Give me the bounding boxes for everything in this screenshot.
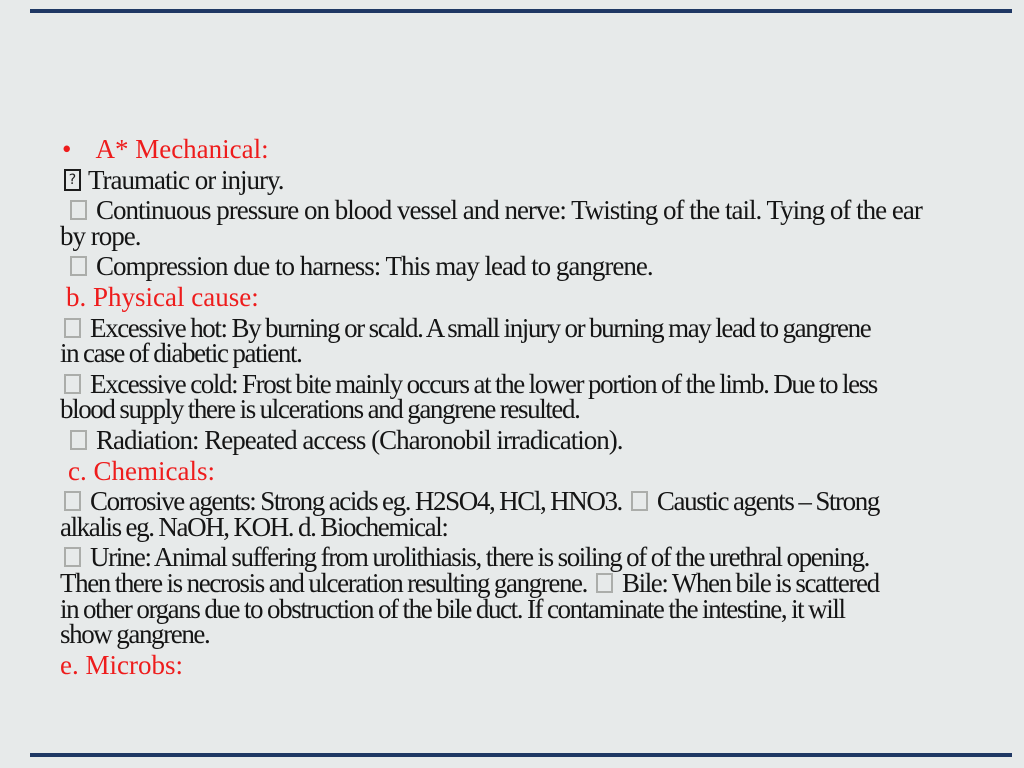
text-line: [60, 619, 964, 650]
text-segment: e. Microbs:: [60, 649, 183, 680]
text-segment: Radiation: Repeated access (Charonobil irradication).: [96, 424, 623, 455]
top-border-line: [30, 9, 1012, 13]
text-line: [60, 251, 964, 282]
square-bullet-icon: [64, 547, 81, 567]
paragraph-traumatic: [60, 164, 964, 195]
square-bullet-icon: [64, 318, 81, 338]
text-line: [60, 511, 964, 542]
text-line: [60, 394, 964, 425]
square-bullet-icon: [64, 491, 81, 511]
notdef-icon: [64, 169, 81, 191]
text-segment: Corrosive agents: Strong acids eg. H2SO4, HCl, HNO3.: [90, 486, 622, 517]
bullet-icon: •: [62, 134, 72, 164]
question-mark-glyph: ?: [68, 171, 77, 188]
text-segment: show gangrene.: [60, 619, 210, 650]
paragraph-heading-b-physical: [60, 281, 964, 312]
text-line: [60, 455, 964, 486]
paragraph-radiation: [60, 424, 964, 455]
text-segment: Excessive hot: By burning or scald. A small injury or burning may lead to gangrene: [90, 312, 871, 343]
text-segment: alkalis eg. NaOH, KOH. d. Biochemical:: [60, 511, 448, 542]
text-line: [60, 281, 964, 312]
square-bullet-icon: [70, 430, 87, 450]
square-bullet-icon: [64, 374, 81, 394]
text-segment: Traumatic or injury.: [88, 164, 284, 195]
text-segment: Continuous pressure on blood vessel and nerve: Twisting of the tail. Tying of the ear: [96, 195, 922, 226]
text-segment: in case of diabetic patient.: [60, 338, 302, 369]
paragraph-heading-a-mechanical: [60, 134, 964, 164]
text-segment: b. Physical cause:: [66, 281, 259, 312]
text-line: [60, 195, 964, 226]
text-segment: Compression due to harness: This may lead to gangrene.: [96, 251, 653, 282]
bottom-border-line: [30, 753, 1012, 757]
text-segment: Excessive cold: Frost bite mainly occurs at the lower portion of the limb. Due to less: [90, 368, 877, 399]
text-segment: by rope.: [60, 220, 141, 251]
paragraph-excessive-cold: [60, 368, 964, 425]
text-segment: Caustic agents – Strong: [656, 486, 879, 517]
paragraph-corrosive-caustic: [60, 486, 964, 542]
square-bullet-icon: [70, 256, 87, 276]
text-segment: Then there is necrosis and ulceration resulting gangrene.: [60, 567, 587, 598]
text-segment: Urine: Animal suffering from urolithiasis, there is soiling of of the urethral opening.: [90, 542, 870, 573]
text-line: [60, 164, 964, 195]
paragraph-heading-e-microbs: [60, 649, 964, 680]
text-segment: Bile: When bile is scattered: [621, 567, 879, 598]
square-bullet-icon: [631, 491, 648, 511]
text-line: [60, 424, 964, 455]
paragraph-compression: [60, 251, 964, 282]
text-segment: c. Chemicals:: [68, 455, 215, 486]
text-segment: blood supply there is ulcerations and gangrene resulted.: [60, 394, 580, 425]
text-segment: A* Mechanical:: [95, 134, 269, 164]
text-line: [60, 220, 964, 251]
text-segment: in other organs due to obstruction of the bile duct. If contaminate the intestine, it will: [60, 593, 845, 624]
text-line: [60, 338, 964, 369]
paragraph-excessive-hot: [60, 312, 964, 369]
paragraph-urine-bile: [60, 542, 964, 650]
paragraph-continuous-pressure: [60, 195, 964, 251]
square-bullet-icon: [596, 573, 613, 593]
square-bullet-icon: [70, 200, 87, 220]
slide-text-block: [60, 134, 964, 680]
text-line: [60, 134, 964, 164]
text-line: [60, 649, 964, 680]
paragraph-heading-c-chemicals: [60, 455, 964, 486]
